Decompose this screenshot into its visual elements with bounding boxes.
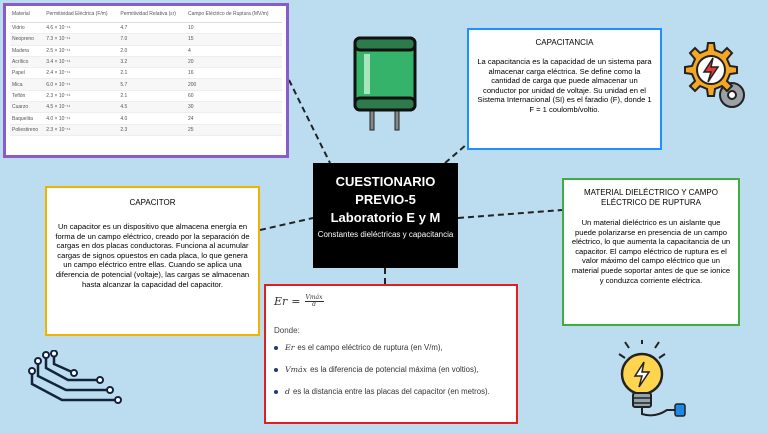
- variable-symbol: Er: [285, 343, 295, 352]
- connector-capacitor: [260, 218, 313, 230]
- table-row: [10, 56, 282, 67]
- table-cell: 6.0 × 10⁻¹¹: [44, 79, 118, 90]
- table-row: [10, 102, 282, 113]
- table-cell: 2.1: [118, 90, 186, 101]
- list-item: [274, 343, 508, 352]
- table-cell: 25: [186, 124, 282, 135]
- table-cell: 4.5: [118, 102, 186, 113]
- table-cell: Poliestireno: [10, 124, 44, 135]
- variable-symbol: d: [285, 387, 290, 396]
- table-header-row: [10, 9, 282, 23]
- variable-description: es la distancia entre las placas del capacitor (en metros).: [293, 387, 490, 396]
- list-item: [274, 387, 508, 396]
- table-cell: Vidrio: [10, 23, 44, 34]
- table-cell: 3.4 × 10⁻¹¹: [44, 56, 118, 67]
- bullet-icon: [274, 368, 278, 372]
- table-cell: 30: [186, 102, 282, 113]
- bullet-icon: [274, 346, 278, 350]
- table-cell: Baquelita: [10, 113, 44, 124]
- capacitor-icon: [350, 30, 420, 135]
- capacitor-card: [45, 186, 260, 336]
- capacitancia-card: [467, 28, 662, 150]
- equation-equals: =: [291, 295, 301, 308]
- equation-denominator: d: [312, 301, 316, 308]
- table-row: [10, 45, 282, 56]
- table-row: [10, 23, 282, 34]
- material-title: MATERIAL DIELÉCTRICO Y CAMPO ELÉCTRICO DE RUPTURA: [584, 188, 718, 207]
- lightbulb-icon: [615, 340, 690, 420]
- table-cell: Mica: [10, 79, 44, 90]
- formula-card: [264, 284, 518, 424]
- table-row: [10, 113, 282, 124]
- table-row: [10, 34, 282, 45]
- table-row: [10, 124, 282, 135]
- capacitor-title: CAPACITOR: [129, 198, 176, 207]
- table-cell: 60: [186, 90, 282, 101]
- title-line-1: CUESTIONARIO: [335, 174, 436, 189]
- table-cell: 2.1: [118, 68, 186, 79]
- table-cell: 7.0: [118, 34, 186, 45]
- table-cell: 2.0: [118, 45, 186, 56]
- table-row: [10, 68, 282, 79]
- table-cell: Cuarzo: [10, 102, 44, 113]
- table-cell: 2.3 × 10⁻¹¹: [44, 124, 118, 135]
- table-cell: 16: [186, 68, 282, 79]
- central-subtitle: Constantes dieléctricas y capacitancia: [317, 230, 454, 239]
- title-line-2: PREVIO-5: [355, 192, 416, 207]
- table-cell: 2.4 × 10⁻¹¹: [44, 68, 118, 79]
- variable-list: [274, 343, 508, 396]
- table-cell: 20: [186, 56, 282, 67]
- table-cell: 3.2: [118, 56, 186, 67]
- material-body: Un material dieléctrico es un aislante que puede polarizarse en presencia de un campo eléctrico, lo que aumenta la capacitancia de un capacitor. El campo eléctrico de ruptura es el valor máximo del campo eléctrico que un material puede soportar antes de que se ionice y conduzca corriente eléctrica.: [571, 218, 731, 285]
- equation-numerator: Vmáx: [305, 294, 323, 301]
- connector-material: [458, 210, 562, 218]
- table-cell: 10: [186, 23, 282, 34]
- connector-table: [289, 80, 330, 163]
- equation-fraction: [305, 295, 324, 308]
- table-cell: 15: [186, 34, 282, 45]
- table-cell: 24: [186, 113, 282, 124]
- table-cell: 7.3 × 10⁻¹¹: [44, 34, 118, 45]
- equation-lhs: Er: [274, 295, 288, 308]
- dielectric-table-card: [3, 3, 289, 158]
- table-cell: 2.3 × 10⁻¹¹: [44, 90, 118, 101]
- table-row: [10, 90, 282, 101]
- list-item: [274, 365, 508, 374]
- table-cell: Papel: [10, 68, 44, 79]
- variable-description: es el campo eléctrico de ruptura (en V/m),: [297, 343, 443, 352]
- bullet-icon: [274, 390, 278, 394]
- table-cell: Teflón: [10, 90, 44, 101]
- table-cell: 4.5 × 10⁻¹¹: [44, 102, 118, 113]
- table-cell: 2.3: [118, 124, 186, 135]
- circuit-trace-icon: [28, 350, 128, 415]
- capacitancia-body: La capacitancia es la capacidad de un sistema para almacenar carga eléctrica. Se define como la cantidad de carga que puede almacenar un conductor por unidad de voltaje. Su unidad en el Sistema Internacional (SI) es el faradio (F), donde 1 F = 1 coulomb/voltio.: [477, 57, 652, 114]
- table-cell: Acrílico: [10, 56, 44, 67]
- table-cell: 2.5 × 10⁻¹¹: [44, 45, 118, 56]
- table-cell: Madera: [10, 45, 44, 56]
- table-header-cell: Campo Eléctrico de Ruptura (MV/m): [186, 9, 282, 23]
- table-cell: 200: [186, 79, 282, 90]
- table-cell: Neopreno: [10, 34, 44, 45]
- table-cell: 4.0: [118, 113, 186, 124]
- variable-description: es la diferencia de potencial máxima (en voltios),: [310, 365, 479, 374]
- gear-bolt-icon: [680, 38, 750, 113]
- table-header-cell: Permitividad Eléctrica (F/m): [44, 9, 118, 23]
- variable-symbol: Vmáx: [285, 365, 308, 374]
- table-cell: 5.7: [118, 79, 186, 90]
- donde-label: Donde:: [274, 326, 300, 335]
- capacitancia-title: CAPACITANCIA: [535, 38, 594, 47]
- central-title-card: [313, 163, 458, 268]
- breakdown-field-equation: [274, 295, 508, 308]
- table-cell: 4.6 × 10⁻¹¹: [44, 23, 118, 34]
- table-header-cell: Material: [10, 9, 44, 23]
- table-cell: 4.0 × 10⁻¹¹: [44, 113, 118, 124]
- table-header-cell: Permitividad Relativa (εr): [118, 9, 186, 23]
- table-cell: 4: [186, 45, 282, 56]
- title-line-3: Laboratorio E y M: [330, 210, 441, 225]
- table-row: [10, 79, 282, 90]
- dielectric-table: [10, 9, 282, 136]
- material-card: [562, 178, 740, 326]
- table-cell: 4.7: [118, 23, 186, 34]
- capacitor-body: Un capacitor es un dispositivo que almacena energía en forma de un campo eléctrico, creado por la separación de cargas en dos placas conductoras. Funciona al acumular cargas de signos opuestos en cada placa, lo que genera un campo eléctrico entre ellas. Cuando se aplica una diferencia de potencial (voltaje), las cargas se almacenan hasta alcanzar la capacidad del capacitor.: [55, 222, 250, 289]
